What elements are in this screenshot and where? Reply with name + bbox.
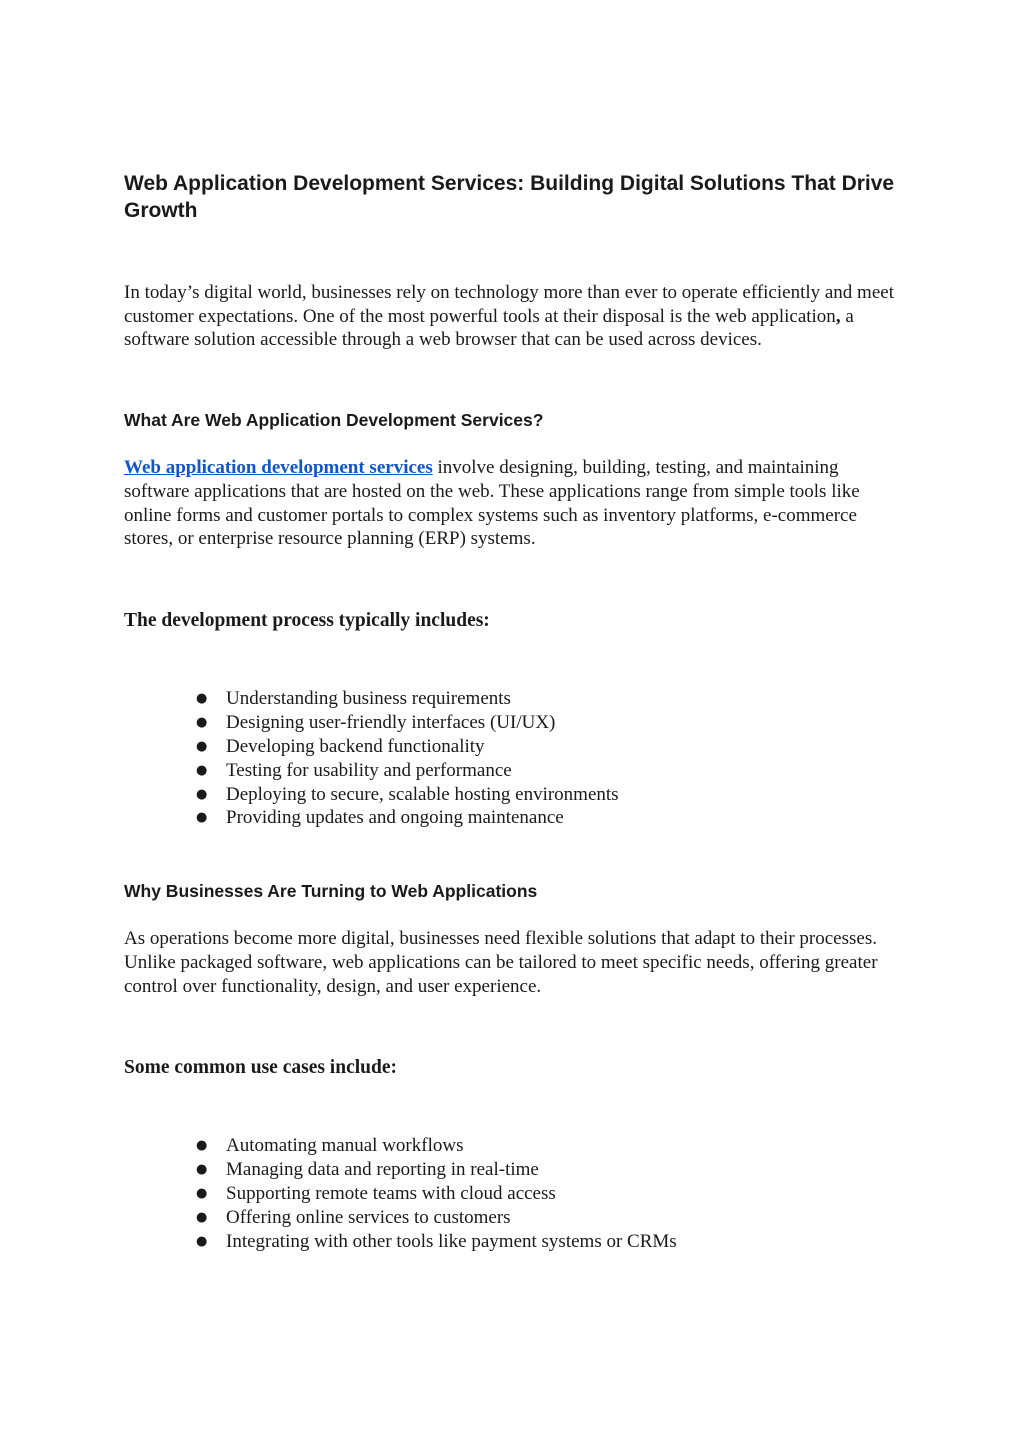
use-case-item	[196, 1134, 906, 1158]
bullet-icon: ●	[196, 1162, 208, 1178]
development-process-list	[124, 687, 906, 830]
development-process-item-text: Understanding business requirements	[226, 687, 511, 709]
intro-paragraph	[124, 281, 906, 352]
section1-paragraph	[124, 456, 906, 551]
section-heading-what-are: What Are Web Application Development Services?	[124, 410, 544, 431]
use-case-item	[196, 1206, 906, 1230]
section2-paragraph: As operations become more digital, businesses need flexible solutions that adapt to their processes. Unlike packaged software, web applications can be tailored to meet specific needs, offering greater control over functionality, design, and user experience.	[124, 928, 878, 997]
development-process-item	[196, 783, 906, 807]
bullet-icon: ●	[196, 786, 208, 802]
bullet-icon: ●	[196, 1234, 208, 1250]
use-case-item	[196, 1182, 906, 1206]
development-process-item	[196, 687, 906, 711]
bullet-icon: ●	[196, 810, 208, 826]
use-case-item-text: Automating manual workflows	[226, 1135, 464, 1157]
development-process-heading: The development process typically includes:	[124, 609, 490, 631]
bullet-icon: ●	[196, 762, 208, 778]
development-process-item-text: Deploying to secure, scalable hosting environments	[226, 783, 619, 805]
development-process-item-text: Designing user-friendly interfaces (UI/UX)	[226, 711, 556, 733]
development-process-item	[196, 735, 906, 759]
use-case-item	[196, 1230, 906, 1254]
bullet-icon: ●	[196, 738, 208, 754]
use-case-item	[196, 1158, 906, 1182]
use-case-item-text: Integrating with other tools like payment systems or CRMs	[226, 1231, 677, 1253]
bullet-icon: ●	[196, 1210, 208, 1226]
use-case-item-text: Supporting remote teams with cloud access	[226, 1183, 556, 1205]
document-title: Web Application Development Services: Building Digital Solutions That Drive Growth	[124, 172, 895, 222]
bullet-icon: ●	[196, 1186, 208, 1202]
use-case-item-text: Offering online services to customers	[226, 1207, 511, 1229]
development-process-item	[196, 711, 906, 735]
development-process-item	[196, 759, 906, 783]
bullet-icon: ●	[196, 1138, 208, 1154]
intro-text-before: In today’s digital world, businesses rely on technology more than ever to operate efficiently and meet customer expectations. One of the most powerful tools at their disposal is the web application	[124, 282, 894, 327]
development-process-item-text: Testing for usability and performance	[226, 759, 512, 781]
intro-comma: ,	[835, 305, 841, 327]
section-heading-why-businesses: Why Businesses Are Turning to Web Applications	[124, 881, 538, 902]
document-content	[124, 170, 906, 1254]
use-case-item-text: Managing data and reporting in real-time	[226, 1159, 539, 1181]
development-process-item-text: Providing updates and ongoing maintenance	[226, 807, 564, 829]
use-cases-list	[124, 1134, 906, 1254]
development-process-item	[196, 806, 906, 830]
bullet-icon: ●	[196, 714, 208, 730]
section1-text: involve designing, building, testing, and maintaining software applications that are hosted on the web. These applications range from simple tools like online forms and customer portals to complex systems such as inventory platforms, e-commerce stores, or enterprise resource planning (ERP) systems.	[124, 457, 860, 550]
bullet-icon: ●	[196, 690, 208, 706]
intro-text-after: a software solution accessible through a web browser that can be used across devices.	[124, 305, 854, 351]
use-cases-heading: Some common use cases include:	[124, 1057, 397, 1079]
development-process-item-text: Developing backend functionality	[226, 735, 485, 757]
web-app-dev-services-link[interactable]: Web application development services	[124, 457, 433, 479]
